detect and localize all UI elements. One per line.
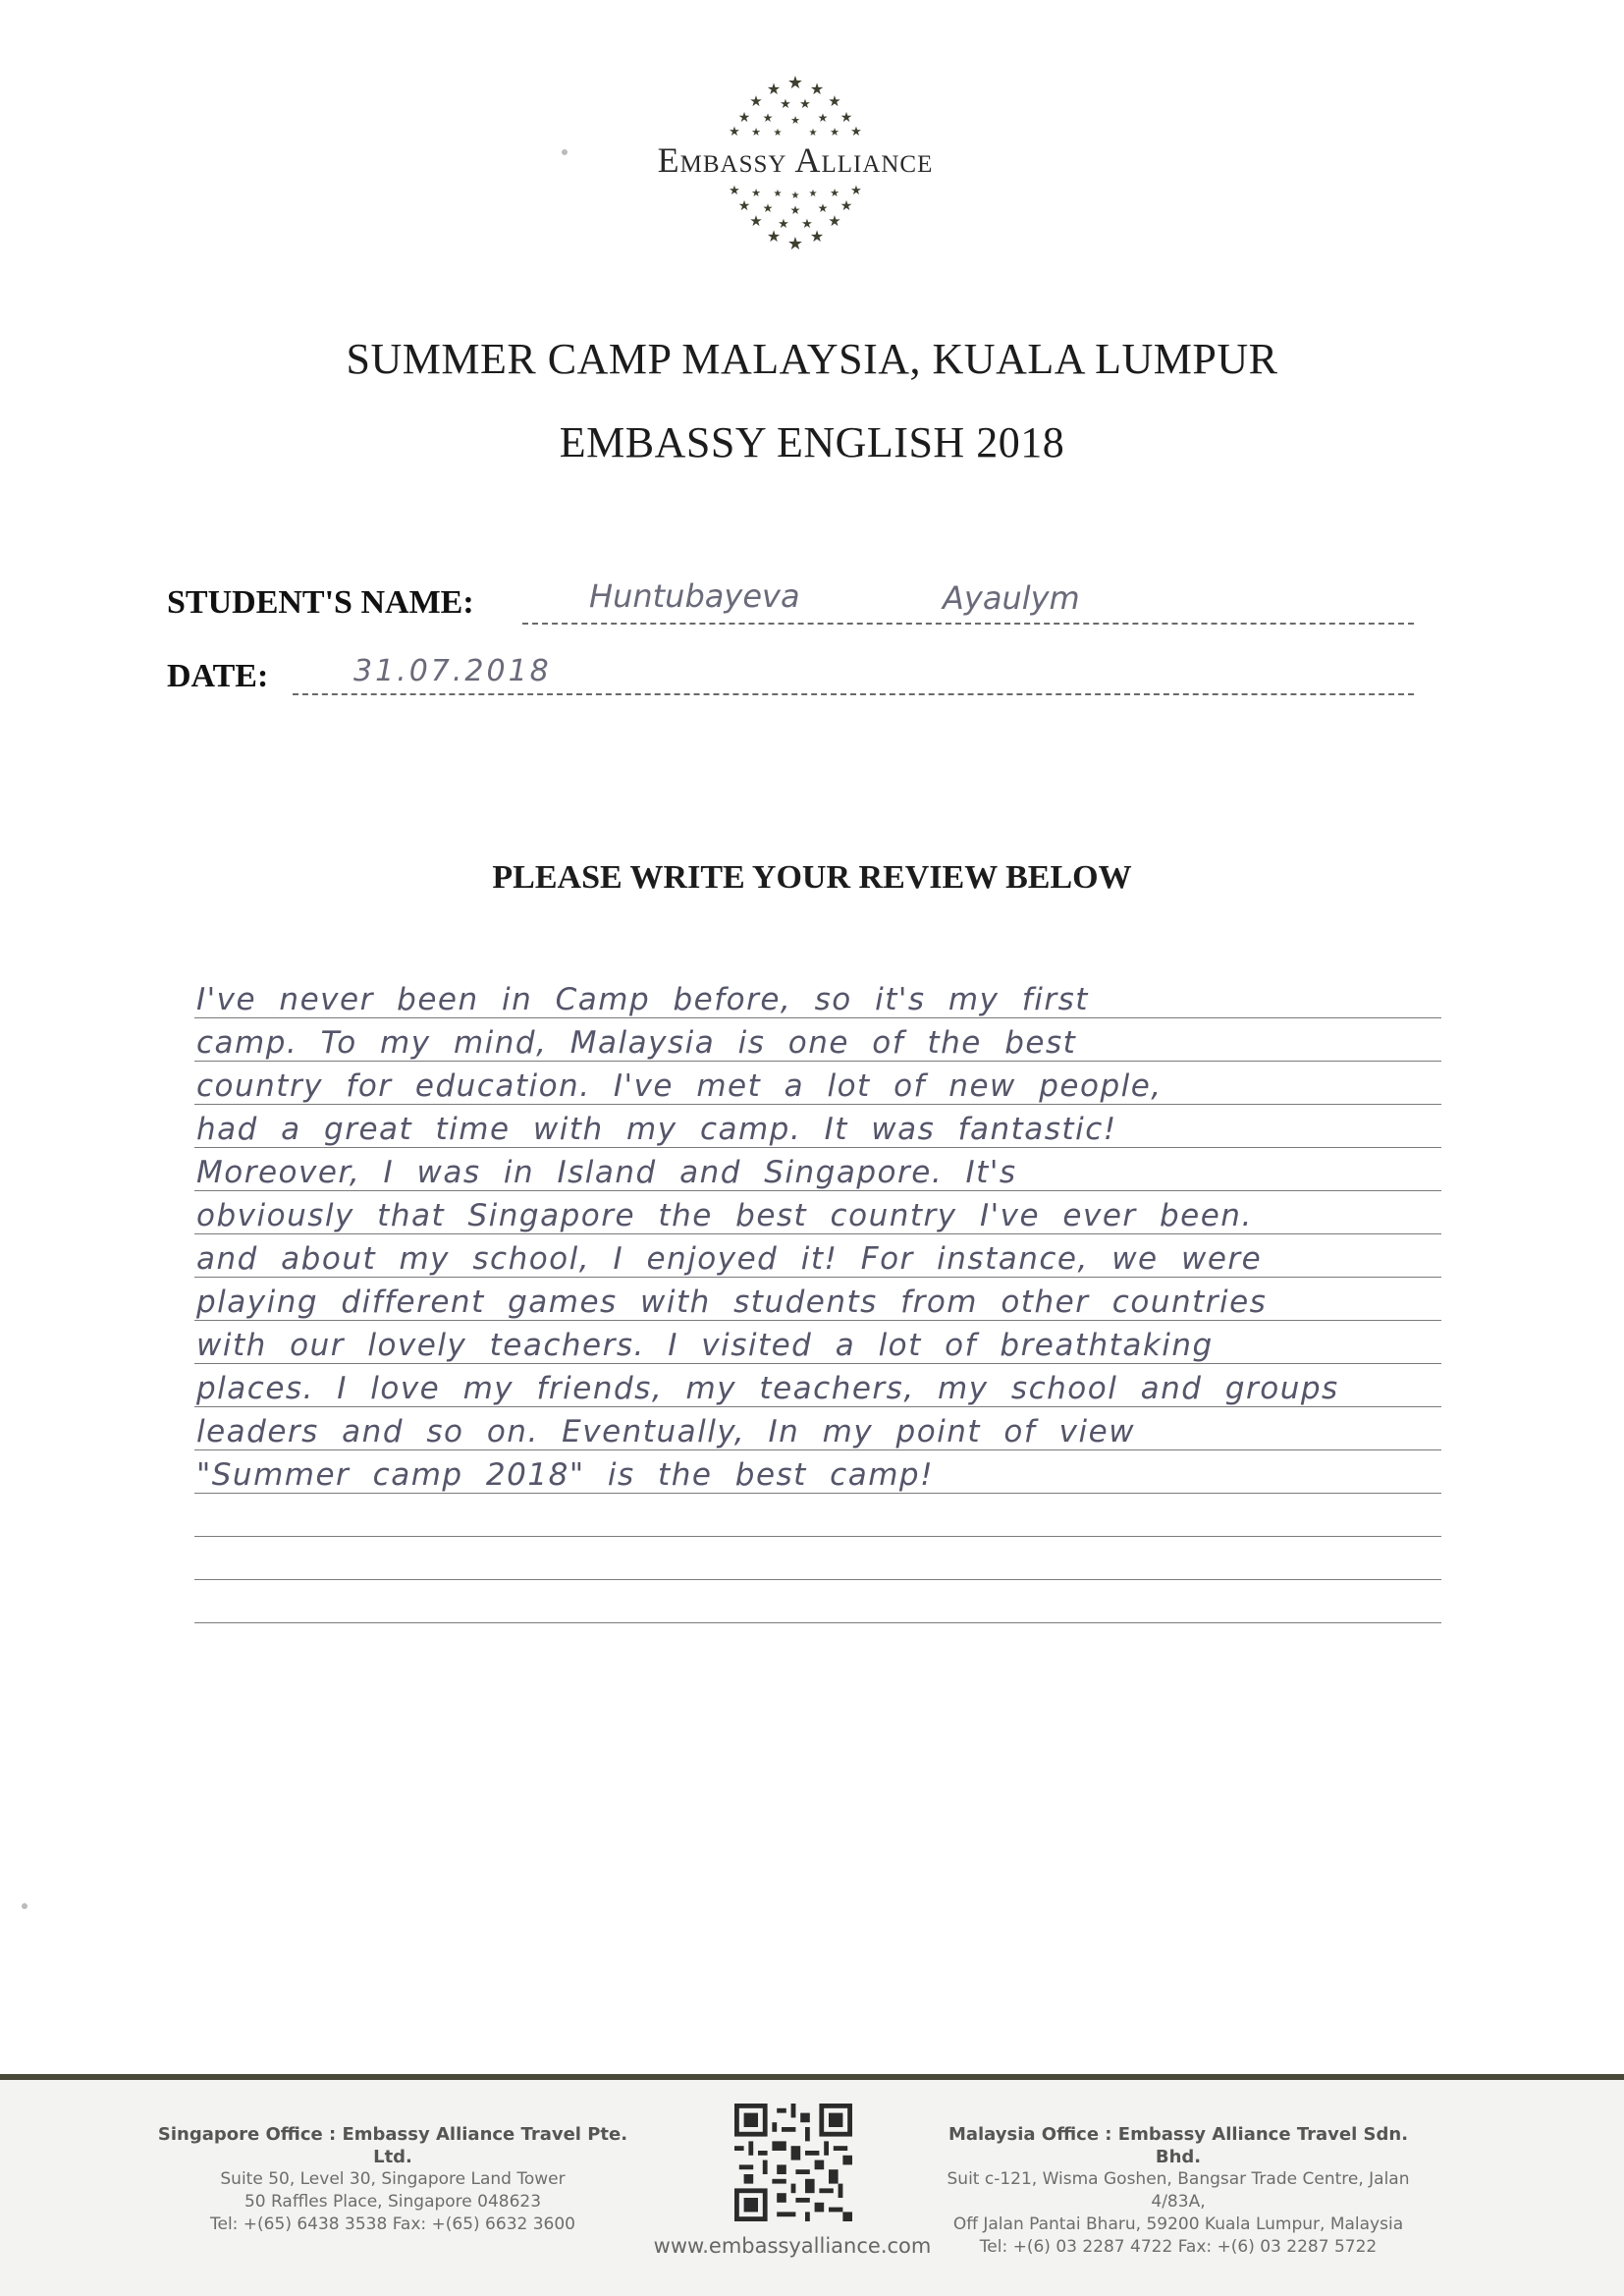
svg-text:★: ★ (766, 229, 782, 246)
logo-wordmark: Embassy Alliance (657, 140, 934, 180)
svg-text:★: ★ (773, 128, 783, 138)
review-text-line: had a great time with my camp. It was fantastic! (196, 1112, 1117, 1147)
date-line (293, 693, 1414, 695)
svg-text:★: ★ (801, 216, 813, 231)
singapore-office-heading: Singapore Office : Embassy Alliance Travel Pte. Ltd. (157, 2124, 628, 2167)
review-text-line: and about my school, I enjoyed it! For instance, we were (196, 1241, 1263, 1277)
svg-text:★: ★ (786, 73, 804, 92)
review-text-line: I've never been in Camp before, so it's my first (196, 982, 1089, 1017)
ruled-line (194, 1536, 1441, 1537)
svg-text:★: ★ (751, 188, 761, 199)
svg-text:★: ★ (808, 189, 818, 199)
singapore-phone: Tel: +(65) 6438 3538 Fax: +(65) 6632 3600 (210, 2214, 575, 2234)
svg-text:★: ★ (809, 82, 825, 98)
page-subtitle: EMBASSY ENGLISH 2018 (559, 418, 1065, 466)
svg-text:★: ★ (839, 199, 853, 214)
svg-text:★: ★ (762, 111, 774, 125)
svg-text:★: ★ (780, 96, 791, 111)
svg-text:★: ★ (828, 214, 841, 230)
svg-text:★: ★ (737, 111, 751, 126)
malaysia-address-2: Off Jalan Pantai Bharu, 59200 Kuala Lumpur, Malaysia (952, 2214, 1404, 2234)
svg-text:★: ★ (799, 96, 811, 111)
singapore-address-2: 50 Raffles Place, Singapore 048623 (244, 2192, 542, 2212)
student-name-first: Huntubayeva (589, 577, 800, 615)
svg-text:★: ★ (773, 189, 783, 199)
svg-text:★: ★ (790, 115, 800, 127)
svg-text:★: ★ (808, 128, 818, 138)
svg-text:★: ★ (817, 111, 829, 125)
date-label: DATE: (167, 658, 269, 694)
malaysia-address-1: Suit c-121, Wisma Goshen, Bangsar Trade Centre, Jalan 4/83A, (947, 2169, 1410, 2212)
singapore-address-1: Suite 50, Level 30, Singapore Land Tower (220, 2169, 566, 2189)
ruled-line (194, 1579, 1441, 1580)
singapore-office (137, 2123, 648, 2236)
review-text-line: leaders and so on. Eventually, In my point of view (196, 1414, 1136, 1449)
svg-text:★: ★ (850, 124, 862, 138)
scan-speck (22, 1903, 27, 1909)
svg-text:★: ★ (749, 94, 763, 110)
svg-text:★: ★ (729, 183, 740, 197)
student-name-line (522, 623, 1414, 625)
svg-text:★: ★ (817, 201, 829, 215)
review-text-line: with our lovely teachers. I visited a lot of breathtaking (196, 1328, 1214, 1363)
student-name-last: Ayaulym (943, 579, 1080, 617)
scan-speck (562, 149, 568, 155)
svg-text:★: ★ (790, 191, 800, 201)
svg-text:★: ★ (830, 127, 839, 138)
svg-text:★: ★ (850, 183, 862, 197)
svg-text:★: ★ (751, 127, 761, 138)
svg-text:★: ★ (786, 234, 804, 253)
svg-text:★: ★ (762, 201, 774, 215)
review-text-line: "Summer camp 2018" is the best camp! (196, 1457, 935, 1493)
date-value: 31.07.2018 (353, 654, 552, 688)
website-link[interactable]: www.embassyalliance.com (653, 2234, 932, 2258)
svg-text:★: ★ (830, 188, 839, 199)
malaysia-office-heading: Malaysia Office : Embassy Alliance Travel Sdn. Bhd. (947, 2124, 1409, 2167)
svg-text:★: ★ (789, 203, 801, 217)
review-text-line: playing different games with students from other countries (196, 1285, 1268, 1320)
malaysia-phone: Tel: +(6) 03 2287 4722 Fax: +(6) 03 2287 5722 (979, 2237, 1378, 2257)
review-text-line: places. I love my friends, my teachers, my school and groups (196, 1371, 1339, 1406)
svg-text:★: ★ (809, 229, 825, 246)
page-title: SUMMER CAMP MALAYSIA, KUALA LUMPUR (346, 335, 1278, 383)
review-heading: PLEASE WRITE YOUR REVIEW BELOW (492, 859, 1132, 896)
student-name-label: STUDENT'S NAME: (167, 584, 474, 621)
svg-text:★: ★ (749, 214, 763, 230)
qr-code-icon (734, 2104, 852, 2221)
review-text-line: camp. To my mind, Malaysia is one of the best (196, 1025, 1077, 1061)
ruled-line (194, 1622, 1441, 1623)
review-text-line: obviously that Singapore the best country I've ever been. (196, 1198, 1253, 1233)
svg-text:★: ★ (737, 199, 751, 214)
svg-text:★: ★ (839, 111, 853, 126)
svg-text:★: ★ (828, 94, 841, 110)
review-text-line: Moreover, I was in Island and Singapore. It's (196, 1155, 1017, 1190)
embassy-alliance-logo (609, 69, 982, 255)
svg-text:★: ★ (766, 82, 782, 98)
review-text-line: country for education. I've met a lot of new people, (196, 1068, 1163, 1104)
svg-text:★: ★ (729, 124, 740, 138)
svg-text:★: ★ (778, 216, 789, 231)
